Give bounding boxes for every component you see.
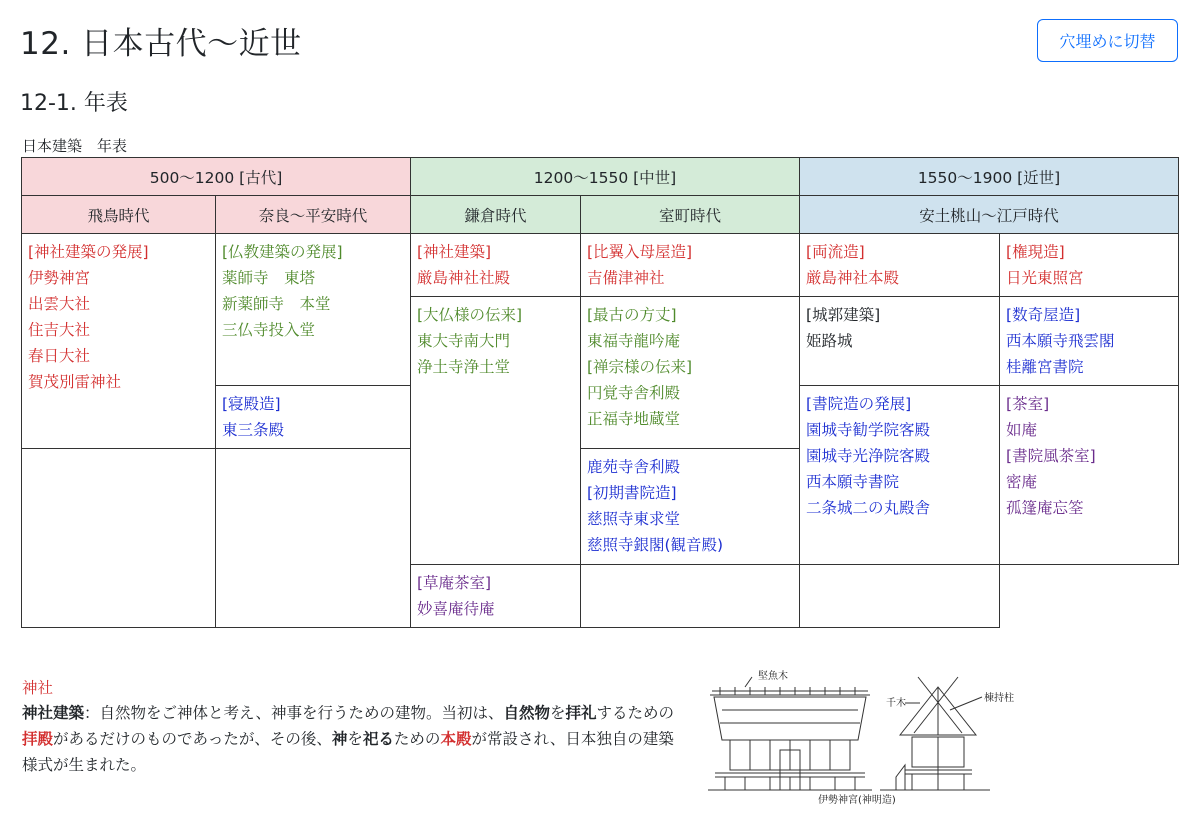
building-name: 園城寺光浄院客殿: [806, 447, 931, 465]
page-title: 12. 日本古代〜近世: [20, 26, 302, 62]
cell-edo-shoin: [800, 386, 1000, 565]
cell-edo-castle: [800, 297, 1000, 386]
style-heading: [神社建築]: [417, 243, 492, 261]
building-name: 新薬師寺 本堂: [222, 295, 331, 313]
period-ancient: 500〜1200 [古代]: [22, 158, 411, 196]
term-shrine-architecture: 神社建築: [22, 704, 85, 722]
cell-edo-chashitsu: [1000, 386, 1179, 565]
cell-empty-asuka: [22, 449, 216, 628]
style-heading: [草庵茶室]: [417, 574, 492, 592]
building-name: 孤篷庵忘筌: [1006, 499, 1084, 517]
timeline-table: [21, 157, 1179, 628]
cell-asuka-shrines: [22, 234, 216, 449]
building-name: 慈照寺銀閣(観音殿): [587, 536, 724, 554]
building-name: 厳島神社社殿: [417, 269, 511, 287]
cell-muromachi-zen: [581, 297, 800, 449]
style-heading: [禅宗様の伝来]: [587, 358, 693, 376]
building-name: 薬師寺 東塔: [222, 269, 316, 287]
shrine-heading: 神社: [22, 679, 54, 697]
cell-nara-buddhist: [216, 234, 411, 386]
building-name: 住吉大社: [28, 321, 91, 339]
period-medieval: 1200〜1550 [中世]: [411, 158, 800, 196]
cell-nara-shinden: [216, 386, 411, 449]
style-heading: [茶室]: [1006, 395, 1050, 413]
style-heading: [比翼入母屋造]: [587, 243, 693, 261]
label-munamochibashira: 棟持柱: [984, 693, 1014, 704]
cell-edo-sukiya: [1000, 297, 1179, 386]
era-kamakura: 鎌倉時代: [411, 196, 581, 234]
cell-empty-edo-left: [581, 565, 800, 628]
era-muromachi: 室町時代: [581, 196, 800, 234]
building-name: 賀茂別雷神社: [28, 373, 122, 391]
building-name: 東三条殿: [222, 421, 285, 439]
style-heading: [最古の方丈]: [587, 306, 677, 324]
building-name: 二条城二の丸殿舎: [806, 499, 931, 517]
style-heading: [神社建築の発展]: [28, 243, 149, 261]
style-heading: [数奇屋造]: [1006, 306, 1081, 324]
style-heading: [寝殿造]: [222, 395, 281, 413]
building-name: 伊勢神宮: [28, 269, 91, 287]
table-caption: 日本建築 年表: [22, 137, 128, 155]
building-name: 浄土寺浄土堂: [417, 358, 511, 376]
cell-edo-gongen: [1000, 234, 1179, 297]
building-name: 桂離宮書院: [1006, 358, 1084, 376]
building-name: 三仏寺投入堂: [222, 321, 316, 339]
fill-in-toggle-button[interactable]: 穴埋めに切替: [1037, 19, 1178, 62]
style-heading: [初期書院造]: [587, 484, 677, 502]
style-heading: [権現造]: [1006, 243, 1065, 261]
building-name: 西本願寺飛雲閣: [1006, 332, 1115, 350]
building-name: 出雲大社: [28, 295, 91, 313]
style-heading: [仏教建築の発展]: [222, 243, 343, 261]
building-name: 東大寺南大門: [417, 332, 511, 350]
shinmei-zukuri-drawing: [700, 665, 1080, 810]
building-name: 東福寺龍吟庵: [587, 332, 681, 350]
building-name: 円覚寺舎利殿: [587, 384, 681, 402]
building-name: 春日大社: [28, 347, 91, 365]
style-heading: [大仏様の伝来]: [417, 306, 523, 324]
cell-edo-ryunagare: [800, 234, 1000, 297]
era-nara-heian: 奈良〜平安時代: [216, 196, 411, 234]
building-name: 姫路城: [806, 332, 853, 350]
building-name: 厳島神社本殿: [806, 269, 900, 287]
building-name: 園城寺勧学院客殿: [806, 421, 931, 439]
building-name: 正福寺地蔵堂: [587, 410, 681, 428]
cell-empty-nara: [216, 449, 411, 628]
cell-muromachi-soan: [411, 565, 581, 628]
style-heading: [書院風茶室]: [1006, 447, 1096, 465]
figure-caption: 伊勢神宮(神明造): [818, 795, 896, 806]
building-name: 密庵: [1006, 473, 1038, 491]
building-name: 慈照寺東求堂: [587, 510, 681, 528]
section-title: 12-1. 年表: [20, 91, 128, 116]
term-honden: 本殿: [440, 730, 472, 748]
building-name: 吉備津神社: [587, 269, 665, 287]
style-heading: [書院造の発展]: [806, 395, 912, 413]
era-asuka: 飛鳥時代: [22, 196, 216, 234]
building-name: 妙喜庵待庵: [417, 600, 495, 618]
ise-shrine-illustration: [700, 665, 1080, 810]
shrine-description: 神社建築：自然物をご神体と考え、神事を行うための建物。当初は、自然物を拝礼するための拝殿があるだけのものであったが、その後、神を祀るための本殿が常設され、日本独自の建築様式が生まれた。: [22, 704, 675, 774]
cell-empty-edo-right: [800, 565, 1000, 628]
label-chigi: 千木: [886, 698, 906, 709]
cell-muromachi-shoin: [581, 449, 800, 565]
cell-kamakura-shrine: [411, 234, 581, 297]
label-katsuogi: 堅魚木: [758, 671, 788, 682]
term-haiden: 拝殿: [22, 730, 54, 748]
building-name: 如庵: [1006, 421, 1038, 439]
era-azuchi-edo: 安土桃山〜江戸時代: [800, 196, 1179, 234]
building-name: 西本願寺書院: [806, 473, 900, 491]
style-heading: [両流造]: [806, 243, 865, 261]
period-early-modern: 1550〜1900 [近世]: [800, 158, 1179, 196]
cell-muromachi-hiyoku: [581, 234, 800, 297]
building-name: 鹿苑寺舎利殿: [587, 458, 681, 476]
cell-kamakura-daibutsu: [411, 297, 581, 565]
building-name: 日光東照宮: [1006, 269, 1084, 287]
style-heading: [城郭建築]: [806, 306, 881, 324]
